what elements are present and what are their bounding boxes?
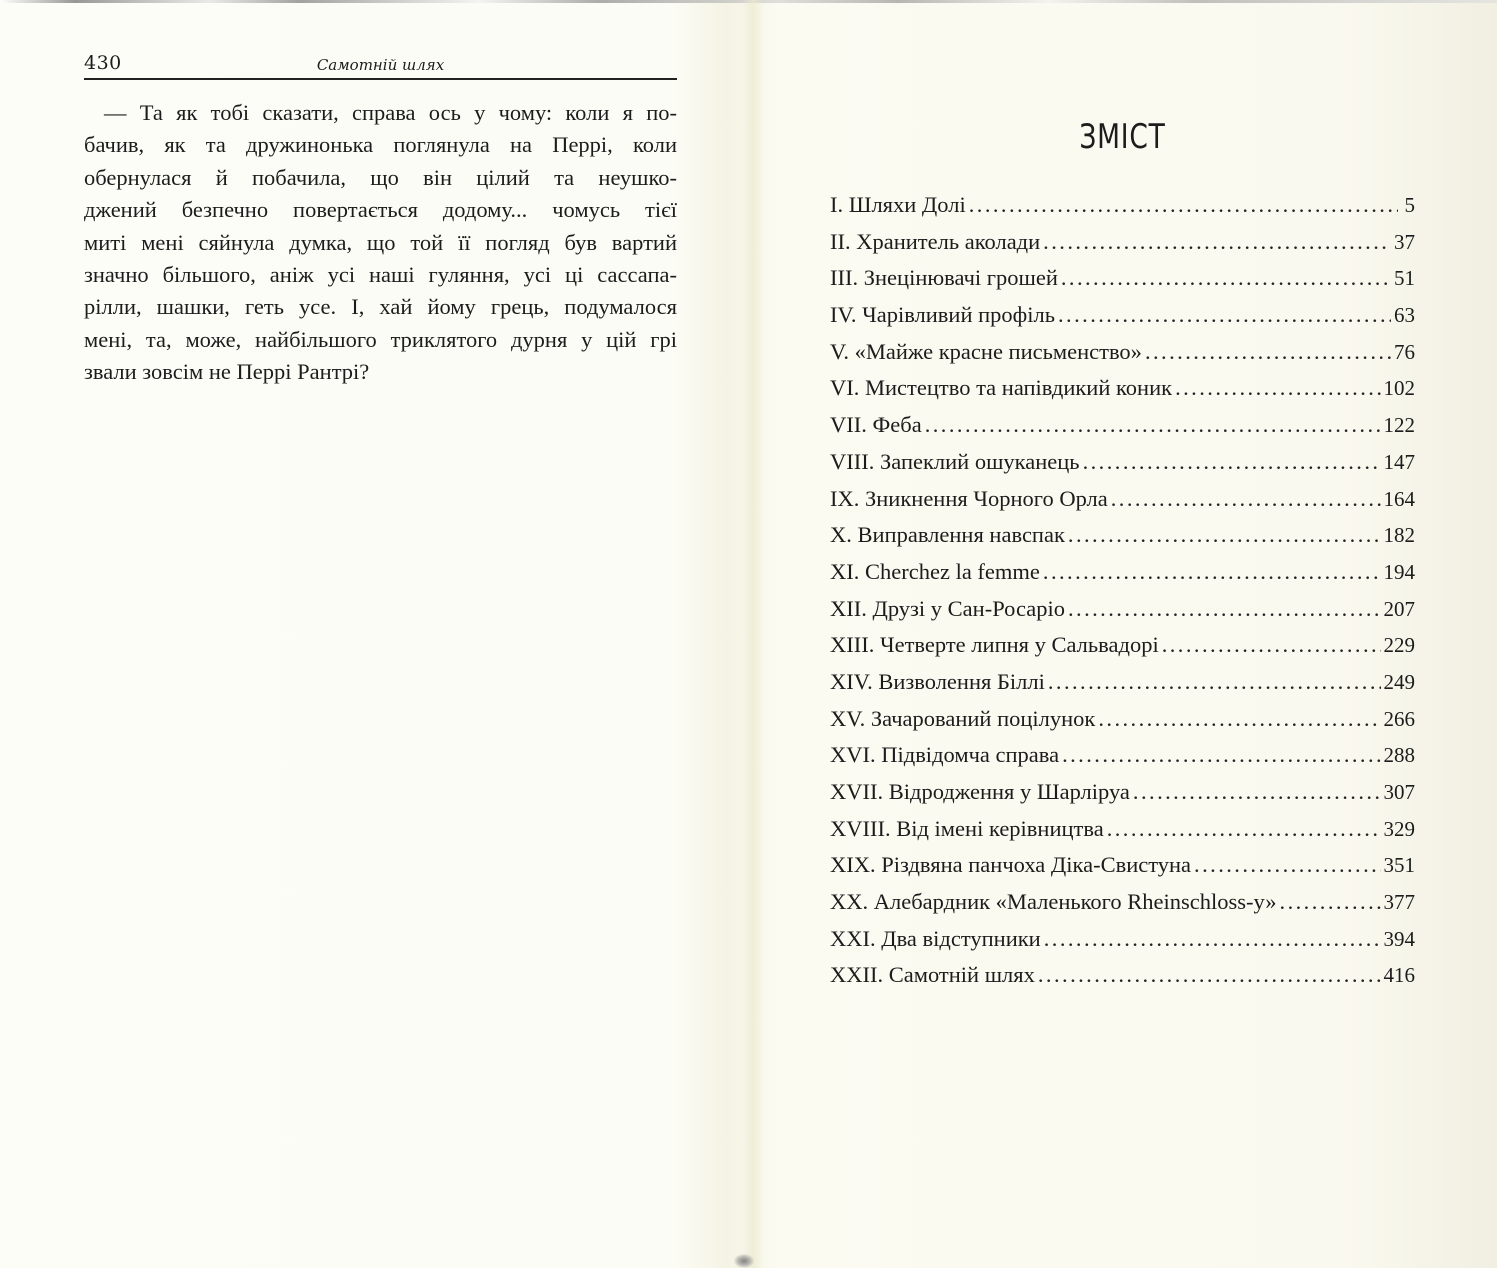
dot-leader xyxy=(1061,265,1391,291)
toc-entry-title: XII. Друзі у Сан-Росаріо xyxy=(830,595,1065,621)
toc-entry[interactable] xyxy=(830,559,1415,596)
dot-leader xyxy=(1038,962,1381,988)
text-line: бачив, як та дружинонька поглянула на Перрі, коли xyxy=(84,132,677,158)
body-paragraph xyxy=(84,97,677,389)
toc-entry-title: V. «Майже красне письменство» xyxy=(830,338,1142,364)
toc-entry-page: 194 xyxy=(1383,559,1415,584)
toc-entry[interactable] xyxy=(830,229,1415,266)
text-line: мені, та, може, найбільшого триклятого дурня у цій грі xyxy=(84,326,677,352)
text-line: рілли, шашки, геть усе. І, хай йому грець, подумалося xyxy=(84,294,677,320)
toc-entry-title: XVI. Підвідомча справа xyxy=(830,742,1060,768)
toc-entry-page: 377 xyxy=(1383,890,1415,915)
toc-title: ЗМІСТ xyxy=(1079,117,1166,157)
toc-entry[interactable] xyxy=(830,486,1415,523)
toc-entry[interactable] xyxy=(830,192,1415,229)
toc-entry-page: 229 xyxy=(1383,633,1415,658)
toc-entry-page: 351 xyxy=(1383,853,1415,878)
toc-entry[interactable] xyxy=(830,889,1415,926)
toc-entry[interactable] xyxy=(830,706,1415,743)
toc-entry[interactable] xyxy=(830,449,1415,486)
toc-entry-page: 329 xyxy=(1383,816,1415,841)
toc-entry-title: II. Хранитель аколади xyxy=(830,228,1041,254)
toc-entry-page: 51 xyxy=(1394,266,1415,291)
toc-entry-page: 5 xyxy=(1404,193,1415,217)
right-page xyxy=(830,100,1415,988)
dot-leader xyxy=(1175,375,1380,401)
dot-leader xyxy=(1068,596,1381,622)
toc-entry-page: 63 xyxy=(1394,303,1415,328)
toc-entry[interactable] xyxy=(830,596,1415,633)
toc-entry[interactable] xyxy=(830,926,1415,963)
toc-entry[interactable] xyxy=(830,852,1415,889)
dot-leader xyxy=(969,192,1398,218)
toc-entry-title: XI. Cherchez la femme xyxy=(830,558,1040,584)
toc-entry-title: XX. Алебардник «Маленького Rheinschloss-у» xyxy=(830,889,1277,915)
text-line: звали зовсім не Перрі Рантрі? xyxy=(84,359,370,385)
toc-entry-title: IX. Зникнення Чорного Орла xyxy=(830,485,1108,511)
book-gutter xyxy=(742,0,764,1268)
toc-entry-page: 266 xyxy=(1383,706,1415,731)
dot-leader xyxy=(1068,522,1381,548)
toc-entry[interactable] xyxy=(830,302,1415,339)
toc-entry-page: 416 xyxy=(1383,963,1415,988)
dot-leader xyxy=(1048,669,1381,695)
dot-leader xyxy=(1133,779,1381,805)
toc-entry-title: VI. Мистецтво та напівдикий коник xyxy=(830,375,1173,401)
dot-leader xyxy=(925,412,1381,438)
dot-leader xyxy=(1145,339,1391,365)
toc-entry-page: 164 xyxy=(1383,486,1415,511)
toc-entry[interactable] xyxy=(830,669,1415,706)
dot-leader xyxy=(1044,926,1381,952)
dot-leader xyxy=(1058,302,1391,328)
toc-entry-page: 394 xyxy=(1383,926,1415,951)
text-line: миті мені сяйнула думка, що той її погляд був вартий xyxy=(84,229,677,255)
toc-entry-page: 102 xyxy=(1383,376,1415,401)
toc-entry-title: XXII. Самотній шлях xyxy=(830,962,1035,988)
dot-leader xyxy=(1107,816,1381,842)
toc-entry-page: 122 xyxy=(1383,413,1415,438)
toc-entry[interactable] xyxy=(830,522,1415,559)
toc-entry[interactable] xyxy=(830,779,1415,816)
toc-entry-title: XIII. Четверте липня у Сальвадорі xyxy=(830,632,1159,658)
toc-entry-page: 147 xyxy=(1383,449,1415,474)
running-head xyxy=(84,50,677,80)
toc-entry-title: VII. Феба xyxy=(830,412,922,438)
toc-entry-title: XXI. Два відступники xyxy=(830,925,1041,951)
dot-leader xyxy=(1098,706,1380,732)
toc-entry-page: 307 xyxy=(1383,780,1415,804)
toc-entry-page: 249 xyxy=(1383,669,1415,694)
toc-entry-title: III. Знецінювачі грошей xyxy=(830,265,1058,291)
toc-entry-title: XVII. Відродження у Шарліруа xyxy=(830,779,1130,804)
toc-entry-page: 182 xyxy=(1383,523,1415,548)
text-line: — Та як тобі сказати, справа ось у чому: коли я по- xyxy=(104,100,677,125)
toc-entry-title: X. Виправлення навспак xyxy=(830,522,1065,548)
toc-entry[interactable] xyxy=(830,742,1415,779)
toc-entry-title: XVIII. Від імені керівництва xyxy=(830,815,1104,841)
dot-leader xyxy=(1162,632,1381,658)
dot-leader xyxy=(1194,852,1380,878)
text-line: обернулася й побачила, що він цілий та неушко- xyxy=(84,164,677,190)
toc-entry[interactable] xyxy=(830,339,1415,376)
running-title: Самотній шлях xyxy=(316,56,445,74)
toc-entry-title: XV. Зачарований поцілунок xyxy=(830,705,1096,731)
toc-entry-page: 76 xyxy=(1394,339,1415,364)
left-page xyxy=(84,50,677,389)
dot-leader xyxy=(1111,486,1381,512)
toc-entry[interactable] xyxy=(830,265,1415,302)
toc-entry[interactable] xyxy=(830,412,1415,449)
toc-entry-title: VIII. Запеклий ошуканець xyxy=(830,448,1080,474)
toc-entry[interactable] xyxy=(830,816,1415,853)
toc-entry[interactable] xyxy=(830,962,1415,999)
toc-entry-title: XIV. Визволення Біллі xyxy=(830,668,1045,694)
toc-entry-page: 288 xyxy=(1383,743,1415,768)
toc-entry-title: IV. Чарівливий профіль xyxy=(830,302,1055,328)
toc-entry-page: 37 xyxy=(1394,229,1415,254)
binding-mark xyxy=(734,1254,754,1268)
dot-leader xyxy=(1280,889,1381,915)
dot-leader xyxy=(1043,229,1391,255)
table-of-contents xyxy=(830,192,1415,999)
toc-entry[interactable] xyxy=(830,375,1415,412)
text-line: джений безпечно повертається додому... чомусь тієї xyxy=(84,197,677,223)
toc-entry-title: XIX. Різдвяна панчоха Діка-Свистуна xyxy=(830,852,1192,878)
dot-leader xyxy=(1062,742,1380,768)
page-number: 430 xyxy=(84,52,122,74)
toc-entry-page: 207 xyxy=(1383,596,1415,621)
toc-entry-title: I. Шляхи Долі xyxy=(830,192,966,217)
dot-leader xyxy=(1043,559,1381,585)
text-line: значно більшого, аніж усі наші гуляння, усі ці сассапа- xyxy=(84,262,677,288)
toc-entry[interactable] xyxy=(830,632,1415,669)
dot-leader xyxy=(1083,449,1381,475)
